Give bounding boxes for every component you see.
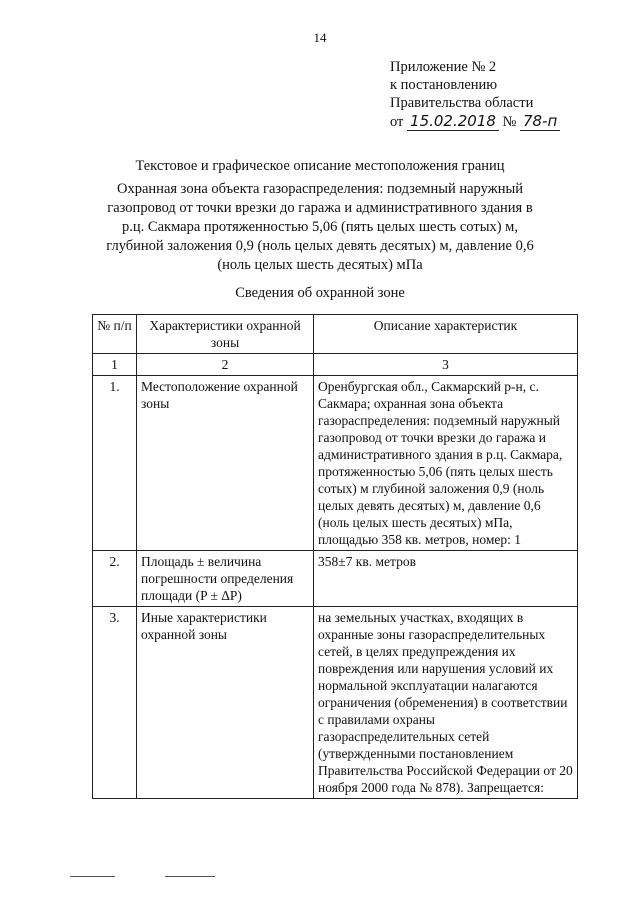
header-number: № п/п <box>93 315 137 354</box>
appendix-authority: Правительства области <box>390 95 534 111</box>
appendix-title: Приложение № 2 <box>390 59 497 75</box>
row-description: на земельных участках, входящих в охранные зоны газораспределительных сетей, в целях предупреждения их повреждения или нарушения условий их нормальной эксплуатации налагаются ограничения (обременения) в соответствии с правилами охраны газораспределительных сетей (утвержденными постановлением Правительства Российской Федерации от 20 ноября 2000 года № 878). Запрещается: <box>314 607 578 799</box>
table-row <box>93 607 578 799</box>
date-value: 15.02.2018 <box>407 112 499 131</box>
row-number: 2. <box>93 551 137 607</box>
zone-info-table <box>92 314 578 799</box>
table-row <box>93 376 578 551</box>
footer-line <box>165 876 215 877</box>
row-characteristic: Иные характеристики охранной зоны <box>137 607 314 799</box>
index-cell: 1 <box>93 354 137 376</box>
table-row <box>93 551 578 607</box>
header-characteristic: Характеристики охранной зоны <box>137 315 314 354</box>
number-value: 78-п <box>520 112 560 131</box>
row-characteristic: Площадь ± величина погрешности определения площади (P ± ΔP) <box>137 551 314 607</box>
footer-line <box>70 876 115 877</box>
row-description: 358±7 кв. метров <box>314 551 578 607</box>
document-title: Текстовое и графическое описание местоположения границ <box>135 158 505 174</box>
index-cell: 3 <box>314 354 578 376</box>
row-number: 1. <box>93 376 137 551</box>
appendix-ref: к постановлению <box>390 77 498 93</box>
row-description: Оренбургская обл., Сакмарский р-н, с. Сакмара; охранная зона объекта газораспределения: подземный наружный газопровод от точки врезки до гаража и административного здания в р.ц. Сакмара, протяженностью 5,06 (пять целых шесть сотых) м глубиной заложения 0,9 (ноль целых девять десятых) м, давление 0,6 (ноль целых шесть десятых) мПа, площадью 358 кв. метров, номер: 1 <box>314 376 578 551</box>
appendix-date-line <box>390 112 560 131</box>
footer-marks <box>70 876 220 882</box>
table-index-row <box>93 354 578 376</box>
table-header-row <box>93 315 578 354</box>
section-title: Сведения об охранной зоне <box>235 285 405 301</box>
date-prefix: от <box>390 114 404 130</box>
appendix-block <box>390 58 560 131</box>
object-description: Охранная зона объекта газораспределения: подземный наружный газопровод от точки врезки до гаража и административного здания в р.ц. Сакмара протяженностью 5,06 (пять целых шесть сотых) м, глубиной заложения 0,9 (ноль целых девять десятых) м, давление 0,6 (ноль целых шесть десятых) мПа <box>106 181 534 273</box>
header-description: Описание характеристик <box>314 315 578 354</box>
page-number: 14 <box>313 30 327 45</box>
row-characteristic: Местоположение охранной зоны <box>137 376 314 551</box>
number-prefix: № <box>502 114 517 130</box>
index-cell: 2 <box>137 354 314 376</box>
row-number: 3. <box>93 607 137 799</box>
